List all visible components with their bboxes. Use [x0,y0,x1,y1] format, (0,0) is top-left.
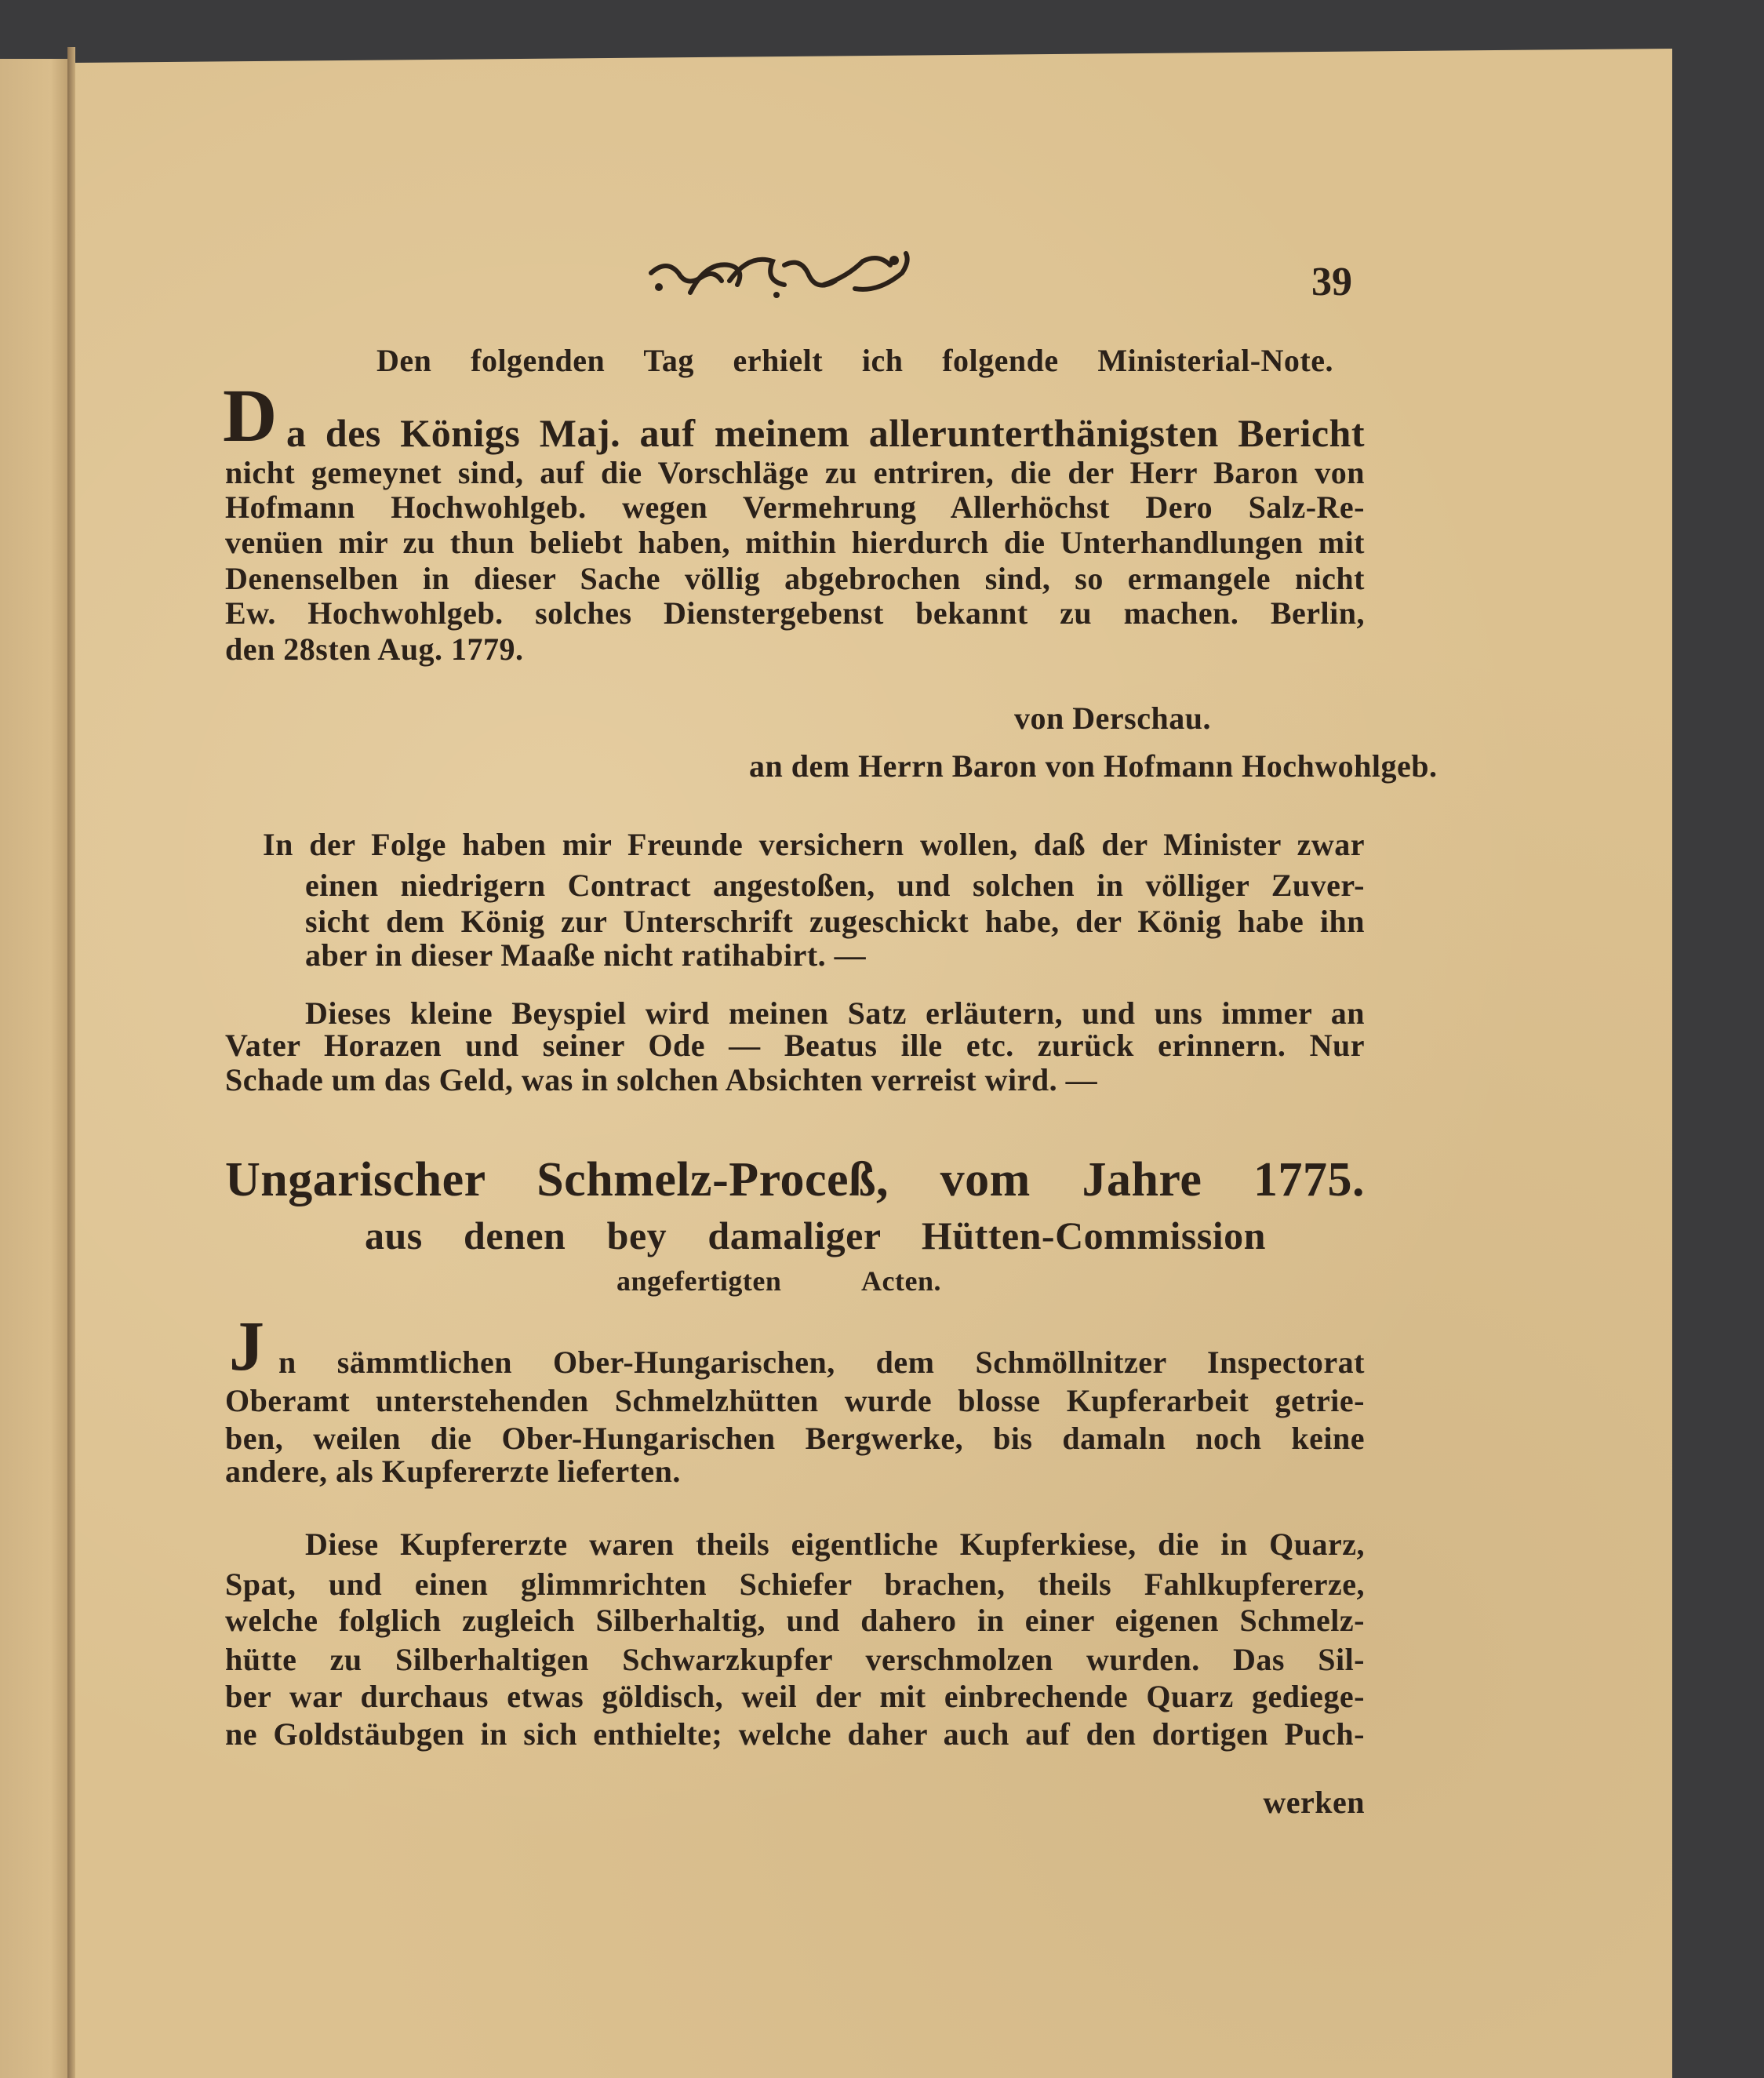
page-number: 39 [1311,260,1352,304]
letter-line: nicht gemeynet sind, auf die Vorschläge zu entriren, die der Herr Baron von [225,455,1365,490]
letter-line: Ew. Hochwohlgeb. solches Dienstergebenst bekannt zu machen. Berlin, [225,595,1365,631]
paragraph-line: Schade um das Geld, was in solchen Absichten verreist wird. — [225,1062,1098,1097]
paragraph-line: ben, weilen die Ober-Hungarischen Bergwerke, bis damaln noch keine [225,1421,1365,1456]
article-subtitle: aus denen bey damaliger Hütten-Commission [365,1214,1266,1257]
paragraph-line: einen niedrigern Contract angestoßen, und solchen in völliger Zuver- [305,868,1365,903]
paragraph-line: Oberamt unterstehenden Schmelzhütten wurde blosse Kupferarbeit getrie- [225,1383,1365,1418]
catchword: werken [1263,1785,1365,1820]
paragraph-line: welche folglich zugleich Silberhaltig, und dahero in einer eigenen Schmelz- [225,1603,1365,1638]
article-title: Ungarischer Schmelz-Proceß, vom Jahre 1775. [225,1153,1365,1206]
paragraph-line: Vater Horazen und seiner Ode — Beatus ille etc. zurück erinnern. Nur [225,1028,1365,1063]
section-heading: Den folgenden Tag erhielt ich folgende Ministerial-Note. [376,343,1333,378]
article-subtitle: angefertigten Acten. [616,1265,941,1297]
signature-line: von Derschau. [1014,701,1211,736]
drop-cap-d: D [223,373,278,457]
letter-line: Denenselben in dieser Sache völlig abgebrochen sind, so ermangele nicht [225,561,1365,596]
paragraph-line: sicht dem König zur Unterschrift zugeschickt habe, der König habe ihn [305,904,1365,939]
previous-page-edge [0,59,72,2078]
paragraph-line: n sämmtlichen Ober-Hungarischen, dem Schmöllnitzer Inspectorat [278,1345,1365,1380]
paragraph-line: hütte zu Silberhaltigen Schwarzkupfer verschmolzen wurden. Das Sil- [225,1642,1365,1677]
paragraph-line: Diese Kupfererzte waren theils eigentliche Kupferkiese, die in Quarz, [305,1527,1365,1562]
paragraph-line: In der Folge haben mir Freunde versichern wollen, daß der Minister zwar [263,827,1365,862]
header-ornament-icon [643,249,914,301]
paragraph-line: Dieses kleine Beyspiel wird meinen Satz erläutern, und uns immer an [305,995,1365,1031]
paragraph-line: andere, als Kupfererzte lieferten. [225,1454,681,1489]
paragraph-line: aber in dieser Maaße nicht ratihabirt. — [305,937,867,973]
letter-line: a des Königs Maj. auf meinem allerunterthänigsten Bericht [286,411,1365,455]
paragraph-line: Spat, und einen glimmrichten Schiefer brachen, theils Fahlkupfererze, [225,1567,1365,1602]
letter-line: den 28sten Aug. 1779. [225,631,524,667]
paragraph-line: ne Goldstäubgen in sich enthielte; welche daher auch auf den dortigen Puch- [225,1716,1365,1752]
letter-line: venüen mir zu thun beliebt haben, mithin hierdurch die Unterhandlungen mit [225,525,1365,560]
address-line: an dem Herrn Baron von Hofmann Hochwohlgeb. [749,748,1438,784]
book-gutter [67,47,75,2078]
letter-line: Hofmann Hochwohlgeb. wegen Vermehrung Allerhöchst Dero Salz-Re- [225,489,1365,525]
drop-cap-j: J [229,1308,264,1385]
paragraph-line: ber war durchaus etwas göldisch, weil der mit einbrechende Quarz gediege- [225,1679,1365,1714]
